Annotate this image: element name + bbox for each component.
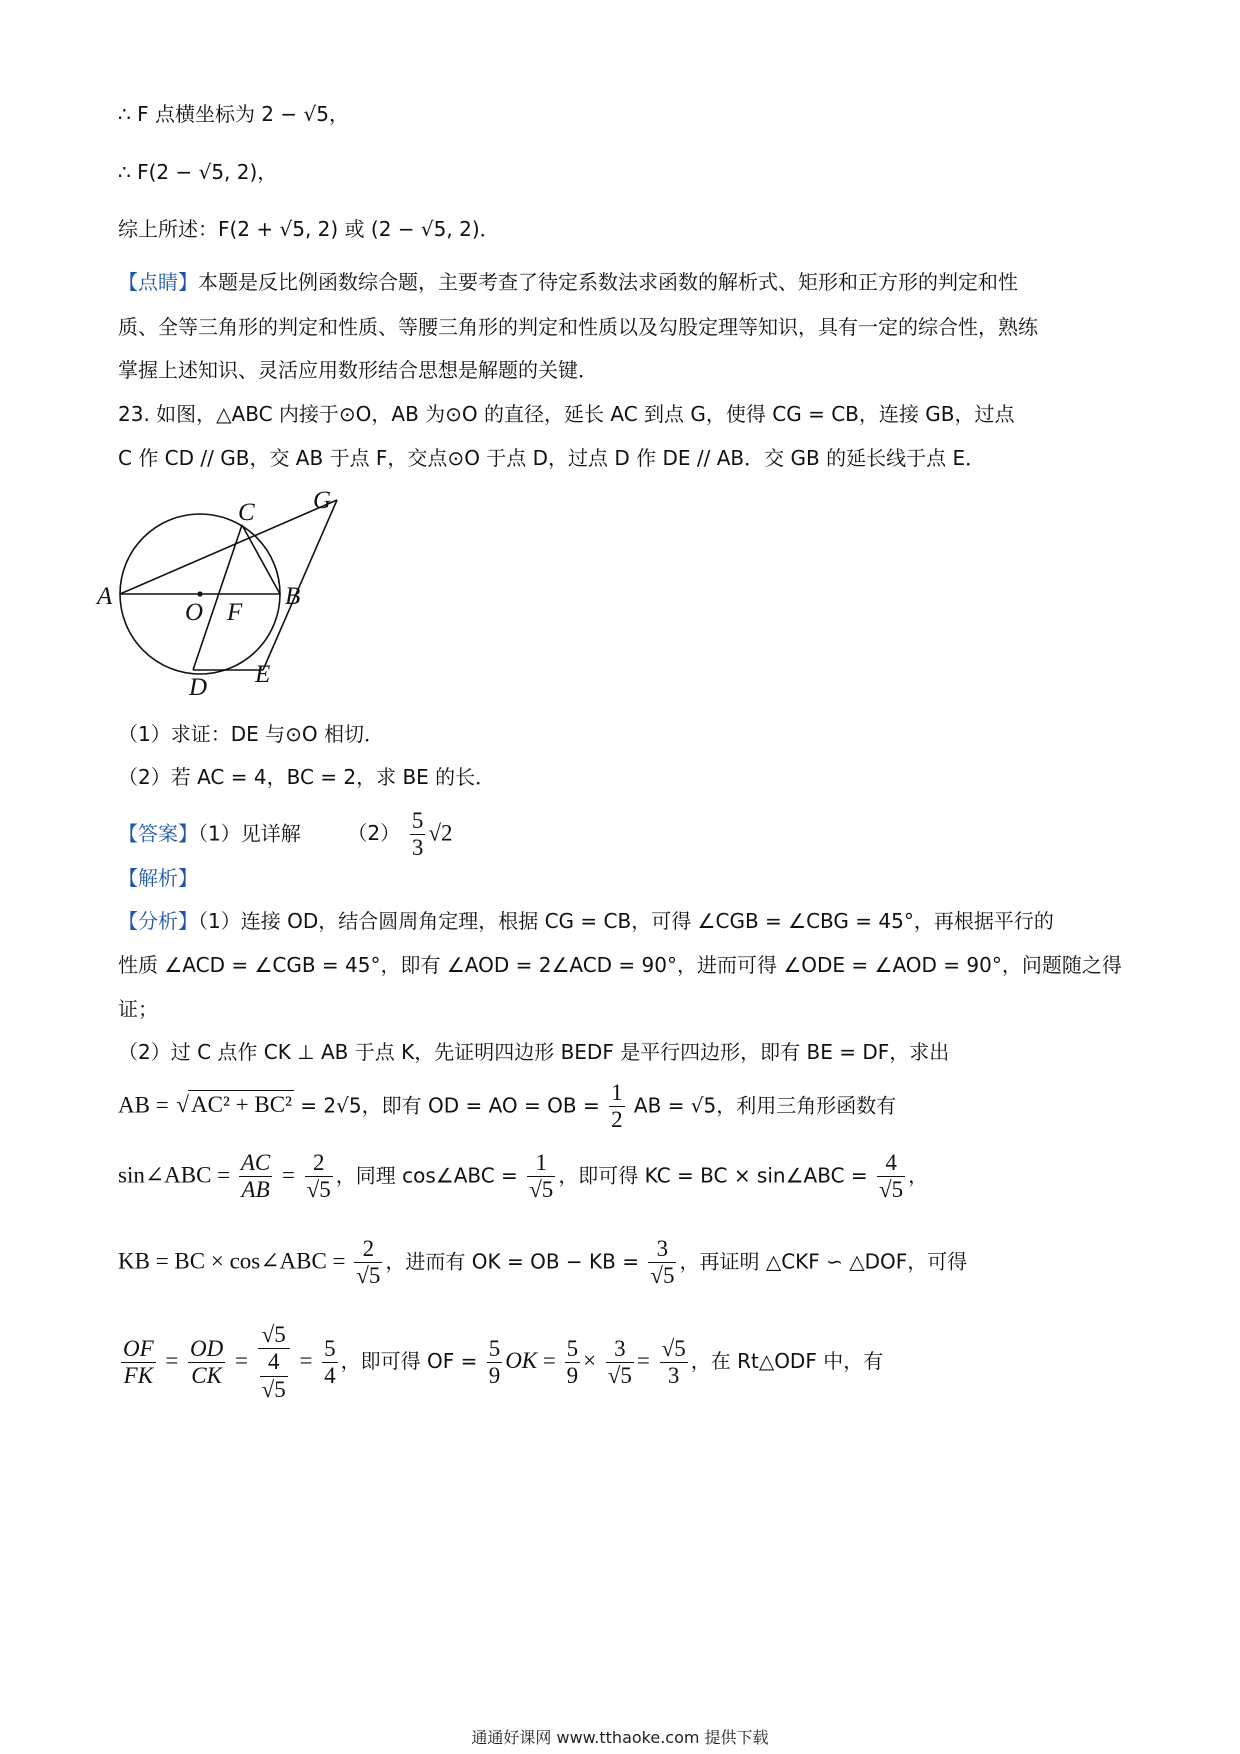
dianjing-line-3: 掌握上述知识、灵活应用数形结合思想是解题的关键．	[118, 358, 598, 382]
fenxi-line-1: 【分析】（1）连接 OD，结合圆周角定理，根据 CG = CB，可得 ∠CGB = ∠CBG = 45°，再根据平行的	[118, 909, 1054, 933]
page-footer: 通通好课网 www.tthaoke.com 提供下载	[471, 1728, 769, 1747]
answer-fraction: $\frac{5}{3}$	[411, 808, 424, 861]
question-23-line-2: C 作 CD // GB，交 AB 于点 F，交点⊙O 于点 D，过点 D 作 DE // AB．交 GB 的延长线于点 E．	[118, 446, 986, 470]
line-f-abscissa: ∴ F 点横坐标为 2 − √5，	[118, 102, 349, 126]
label-c: C	[238, 499, 255, 526]
part2-line-2: AB = √ AC² + BC² = 2√5，即有 OD = AO = OB = $\frac{1}{2}$ AB = √5，利用三角形函数有	[118, 1080, 896, 1134]
sub-question-1: （1）求证：DE 与⊙O 相切．	[118, 722, 384, 746]
line-summary: 综上所述：F(2 + √5, 2) 或 (2 − √5, 2)．	[118, 217, 500, 241]
label-o: O	[185, 599, 204, 626]
answer-line: 【答案】（1）见详解 （2） $\frac{5}{3}$ √2	[118, 808, 453, 861]
center-point-o	[197, 591, 202, 596]
sub-question-2: （2）若 AC = 4，BC = 2，求 BE 的长．	[118, 765, 496, 789]
label-a: A	[97, 583, 113, 610]
label-e: E	[255, 661, 271, 688]
question-23-line-1: 23. 如图，△ABC 内接于⊙O，AB 为⊙O 的直径，延长 AC 到点 G，使得 CG = CB，连接 GB，过点	[118, 402, 1015, 426]
fenxi-line-3: 证；	[118, 997, 158, 1021]
fenxi-line-2: 性质 ∠ACD = ∠CGB = 45°，即有 ∠AOD = 2∠ACD = 90°，进而可得 ∠ODE = ∠AOD = 90°，问题随之得	[118, 953, 1122, 977]
dianjing-line-1: 【点睛】本题是反比例函数综合题，主要考查了待定系数法求函数的解析式、矩形和正方形的判定和性	[118, 270, 1018, 294]
dianjing-line-2: 质、全等三角形的判定和性质、等腰三角形的判定和性质以及勾股定理等知识，具有一定的综合性，熟练	[118, 315, 1038, 339]
jiexi-tag: 【解析】	[118, 866, 198, 890]
label-f: F	[227, 599, 243, 626]
geometry-figure	[97, 480, 395, 710]
label-d: D	[189, 674, 208, 701]
jiexi-line	[118, 866, 198, 891]
segment-cb	[242, 525, 280, 594]
segment-cd	[193, 525, 242, 670]
part2-line-5: $\frac{OF}{FK}$ = $\frac{OD}{CK}$ = $\frac{√5}{\frac{4}{√5}}$ = $\frac{5}{4}$ ，即可得 OF = $\frac{5}{9}$ OK = $\frac{5}{9}$ × $\frac{3}{√5}$ = $\frac{√5}{3}$ ，在 Rt△ODF 中，有	[123, 1322, 884, 1402]
part2-line-4: KB = BC × cos∠ABC = $\frac{2}{√5}$ ，进而有 OK = OB − KB = $\frac{3}{√5}$ ，再证明 △CKF ∽ △DOF，可得	[118, 1236, 968, 1289]
label-g: G	[313, 487, 332, 514]
part2-line-1: （2）过 C 点作 CK ⊥ AB 于点 K，先证明四边形 BEDF 是平行四边形，即有 BE = DF，求出	[118, 1040, 950, 1064]
line-f-coordinate: ∴ F(2 − √5, 2)，	[118, 160, 278, 184]
part2-line-3: sin∠ABC = $\frac{AC}{AB}$ = $\frac{2}{√5}$ ，同理 cos∠ABC = $\frac{1}{√5}$ ，即可得 KC = BC × sin∠ABC = $\frac{4}{√5}$ ，	[118, 1150, 929, 1203]
segment-ag	[120, 500, 337, 594]
fenxi-tag: 【分析】	[118, 909, 198, 933]
answer-tag: 【答案】	[118, 821, 198, 846]
label-b: B	[285, 583, 301, 610]
dianjing-tag: 【点睛】	[118, 270, 198, 294]
